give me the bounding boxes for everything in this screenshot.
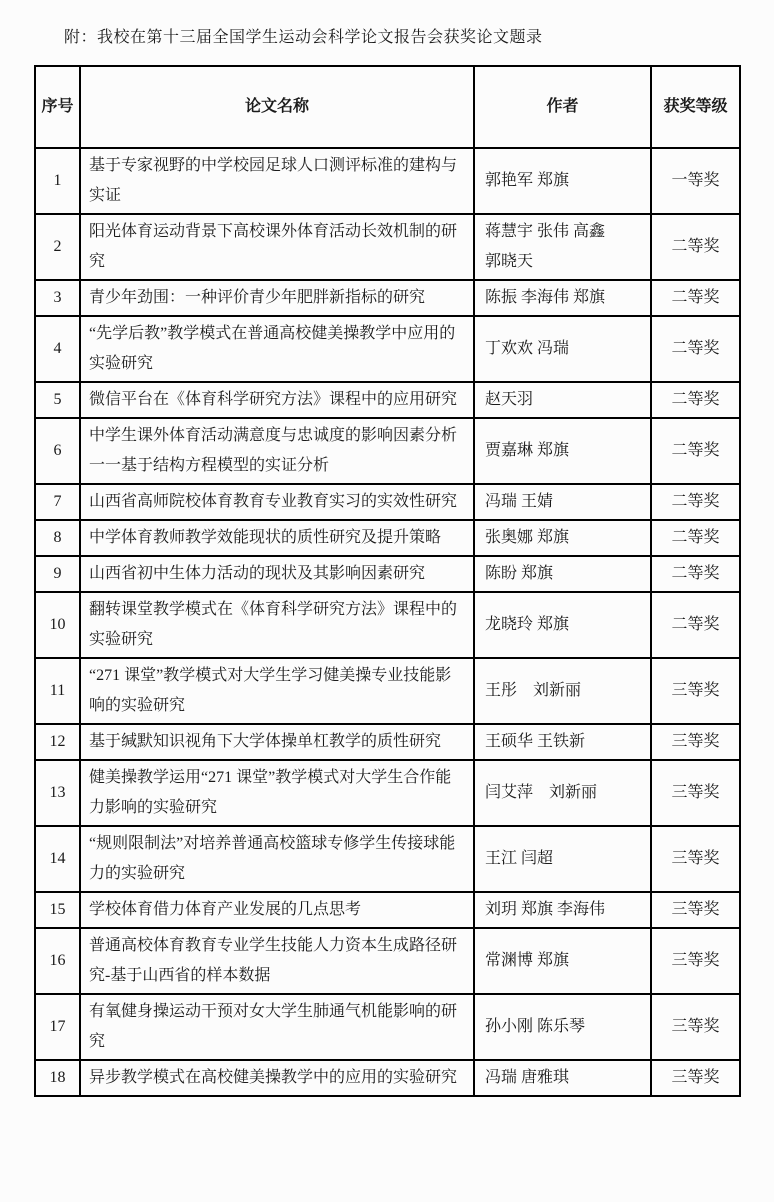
document-page [0,24,774,1097]
paper-index-cell: 5 [35,382,80,418]
paper-award-cell: 三等奖 [651,928,740,994]
paper-award-cell: 二等奖 [651,382,740,418]
awards-table-header [35,66,740,148]
table-row [35,826,740,892]
attachment-title: 附：我校在第十三届全国学生运动会科学论文报告会获奖论文题录 [64,29,543,46]
paper-authors-cell: 闫艾萍 刘新丽 [474,760,651,826]
paper-award-cell: 二等奖 [651,484,740,520]
header-authors: 作者 [474,66,651,148]
table-row [35,280,740,316]
paper-authors-cell: 陈振 李海伟 郑旗 [474,280,651,316]
paper-index-cell: 17 [35,994,80,1060]
paper-index-cell: 15 [35,892,80,928]
paper-award-cell: 一等奖 [651,148,740,214]
table-row [35,928,740,994]
paper-title-cell: “规则限制法”对培养普通高校篮球专修学生传接球能力的实验研究 [80,826,474,892]
table-row [35,1060,740,1096]
table-row [35,724,740,760]
paper-index-cell: 13 [35,760,80,826]
awards-table [34,65,741,1097]
paper-index-cell: 9 [35,556,80,592]
paper-authors-cell: 赵天羽 [474,382,651,418]
paper-award-cell: 三等奖 [651,994,740,1060]
paper-index-cell: 16 [35,928,80,994]
paper-award-cell: 二等奖 [651,280,740,316]
paper-award-cell: 二等奖 [651,592,740,658]
table-row [35,484,740,520]
paper-title-cell: 异步教学模式在高校健美操教学中的应用的实验研究 [80,1060,474,1096]
paper-title-cell: 中学体育教师教学效能现状的质性研究及提升策略 [80,520,474,556]
paper-index-cell: 7 [35,484,80,520]
table-row [35,556,740,592]
papers-table-body [35,148,740,1096]
paper-index-cell: 18 [35,1060,80,1096]
header-paper-title: 论文名称 [80,66,474,148]
table-row [35,520,740,556]
table-row [35,994,740,1060]
header-row [35,66,740,148]
paper-authors-cell: 冯瑞 王婧 [474,484,651,520]
paper-index-cell: 8 [35,520,80,556]
table-row [35,592,740,658]
paper-authors-cell: 贾嘉琳 郑旗 [474,418,651,484]
paper-award-cell: 二等奖 [651,316,740,382]
paper-title-cell: “271 课堂”教学模式对大学生学习健美操专业技能影响的实验研究 [80,658,474,724]
paper-award-cell: 二等奖 [651,214,740,280]
paper-authors-cell: 孙小刚 陈乐琴 [474,994,651,1060]
table-row [35,316,740,382]
paper-title-cell: “先学后教”教学模式在普通高校健美操教学中应用的实验研究 [80,316,474,382]
paper-title-cell: 微信平台在《体育科学研究方法》课程中的应用研究 [80,382,474,418]
paper-authors-cell: 蒋慧宇 张伟 高鑫 郭晓天 [474,214,651,280]
paper-title-cell: 有氧健身操运动干预对女大学生肺通气机能影响的研究 [80,994,474,1060]
paper-index-cell: 1 [35,148,80,214]
paper-title-cell: 中学生课外体育活动满意度与忠诚度的影响因素分析一一基于结构方程模型的实证分析 [80,418,474,484]
paper-award-cell: 二等奖 [651,418,740,484]
table-row [35,214,740,280]
table-row [35,148,740,214]
table-row [35,760,740,826]
paper-title-cell: 普通高校体育教育专业学生技能人力资本生成路径研究-基于山西省的样本数据 [80,928,474,994]
paper-index-cell: 6 [35,418,80,484]
paper-title-cell: 青少年劲围：一种评价青少年肥胖新指标的研究 [80,280,474,316]
paper-index-cell: 2 [35,214,80,280]
paper-award-cell: 三等奖 [651,760,740,826]
paper-authors-cell: 王彤 刘新丽 [474,658,651,724]
paper-award-cell: 三等奖 [651,1060,740,1096]
paper-award-cell: 三等奖 [651,724,740,760]
paper-authors-cell: 冯瑞 唐雅琪 [474,1060,651,1096]
paper-title-cell: 翻转课堂教学模式在《体育科学研究方法》课程中的实验研究 [80,592,474,658]
paper-title-cell: 基于缄默知识视角下大学体操单杠教学的质性研究 [80,724,474,760]
paper-title-cell: 阳光体育运动背景下高校课外体育活动长效机制的研究 [80,214,474,280]
table-row [35,418,740,484]
table-row [35,658,740,724]
paper-authors-cell: 龙晓玲 郑旗 [474,592,651,658]
paper-title-cell: 山西省初中生体力活动的现状及其影响因素研究 [80,556,474,592]
paper-index-cell: 10 [35,592,80,658]
paper-authors-cell: 张奥娜 郑旗 [474,520,651,556]
paper-index-cell: 14 [35,826,80,892]
paper-award-cell: 二等奖 [651,556,740,592]
paper-index-cell: 4 [35,316,80,382]
header-index: 序号 [35,66,80,148]
paper-authors-cell: 郭艳军 郑旗 [474,148,651,214]
paper-index-cell: 12 [35,724,80,760]
paper-authors-cell: 常渊博 郑旗 [474,928,651,994]
paper-award-cell: 三等奖 [651,892,740,928]
paper-title-cell: 健美操教学运用“271 课堂”教学模式对大学生合作能力影响的实验研究 [80,760,474,826]
paper-authors-cell: 王硕华 王铁新 [474,724,651,760]
paper-authors-cell: 王江 闫超 [474,826,651,892]
paper-award-cell: 三等奖 [651,658,740,724]
header-award-level: 获奖等级 [651,66,740,148]
paper-title-cell: 学校体育借力体育产业发展的几点思考 [80,892,474,928]
paper-index-cell: 11 [35,658,80,724]
paper-title-cell: 山西省高师院校体育教育专业教育实习的实效性研究 [80,484,474,520]
paper-title-cell: 基于专家视野的中学校园足球人口测评标准的建构与实证 [80,148,474,214]
table-row [35,892,740,928]
paper-award-cell: 三等奖 [651,826,740,892]
paper-award-cell: 二等奖 [651,520,740,556]
paper-index-cell: 3 [35,280,80,316]
paper-authors-cell: 丁欢欢 冯瑞 [474,316,651,382]
paper-authors-cell: 刘玥 郑旗 李海伟 [474,892,651,928]
paper-authors-cell: 陈盼 郑旗 [474,556,651,592]
table-row [35,382,740,418]
